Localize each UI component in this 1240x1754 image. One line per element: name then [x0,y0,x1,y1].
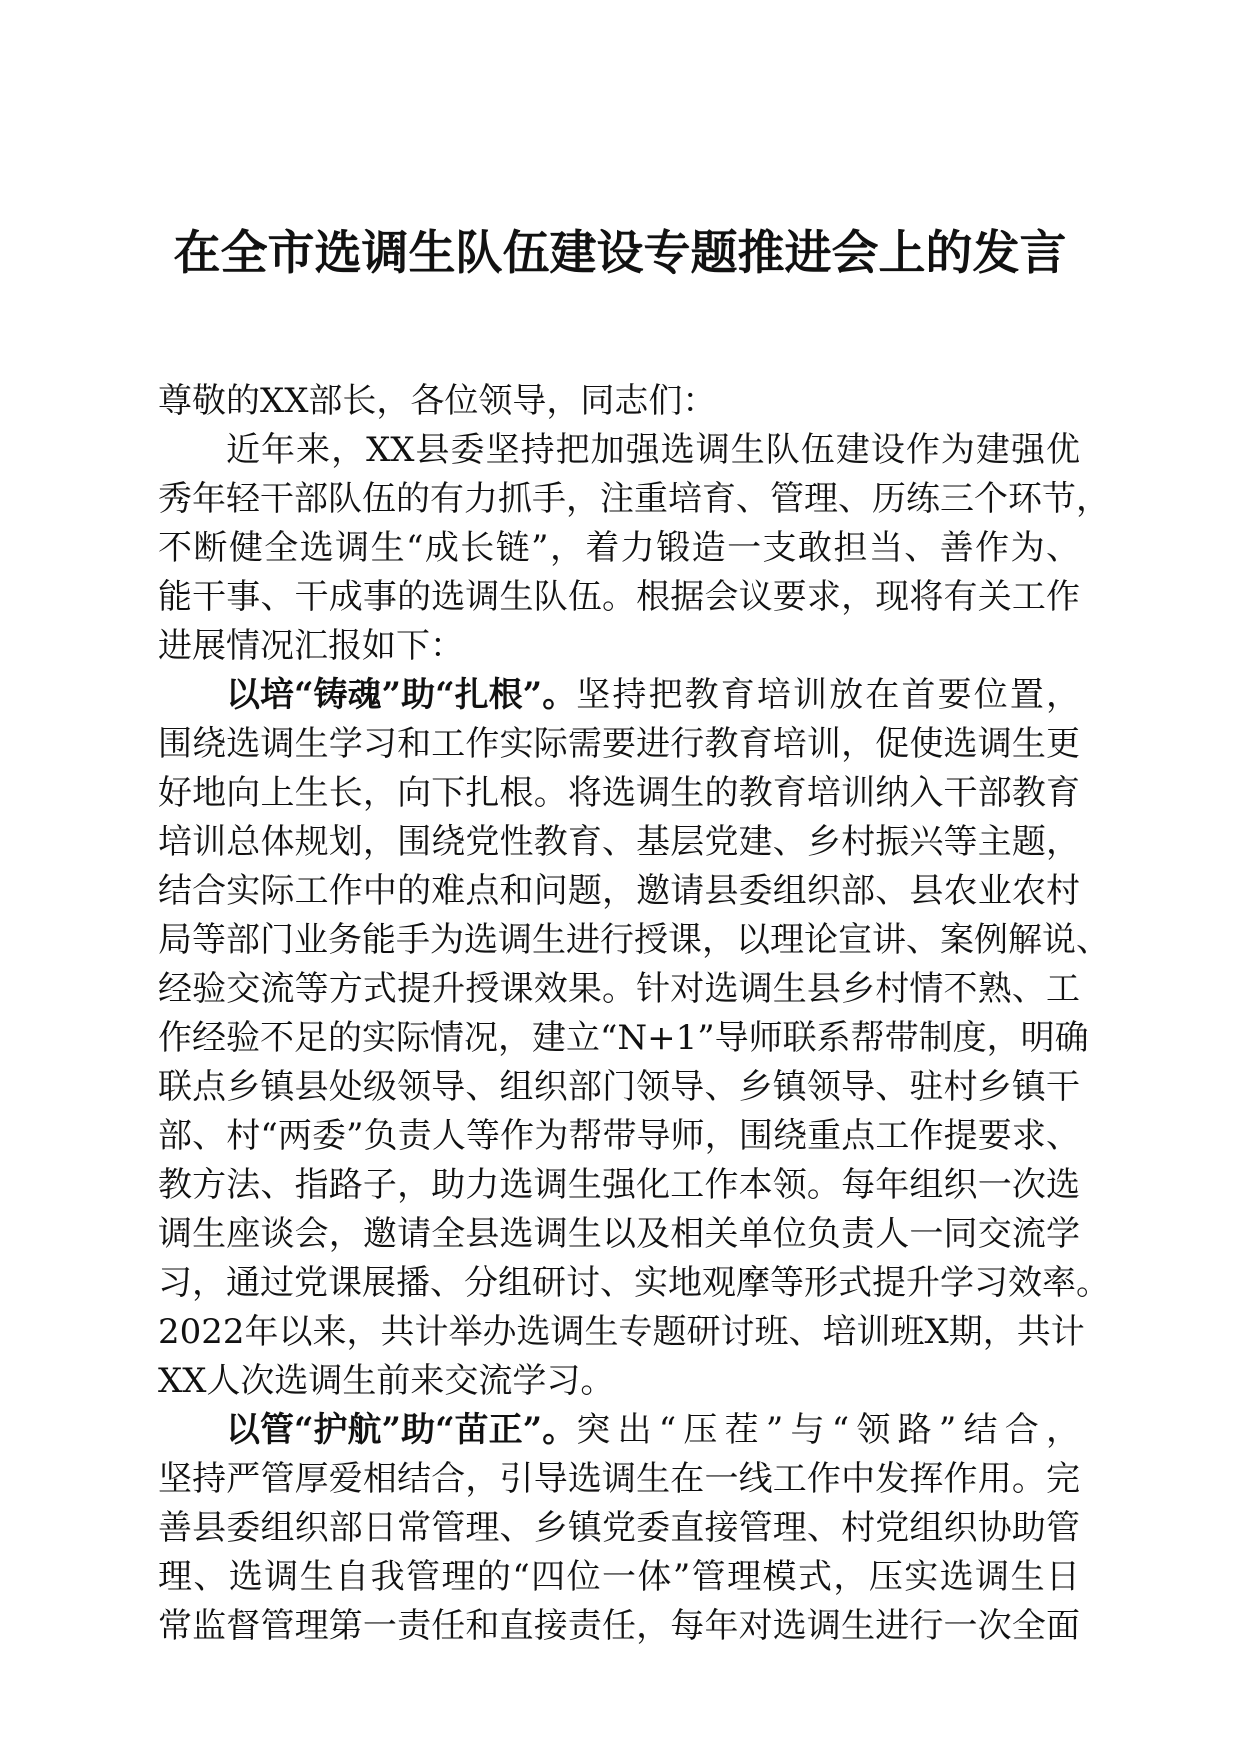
section-1-line-8: 作经验不足的实际情况，建立“N+1”导师联系帮带制度，明确 [158,1018,1089,1058]
section-1-line-12: 调生座谈会，邀请全县选调生以及相关单位负责人一同交流学 [158,1214,1080,1254]
section-2-heading: 以管“护航”助“苗正”。 [226,1410,577,1450]
section-1-line-1: 坚持把教育培训放在首要位置， [576,675,1080,715]
section-2-first-line [226,1408,1080,1452]
intro-line-5: 进展情况汇报如下： [158,626,464,666]
section-1-line-11: 教方法、指路子，助力选调生强化工作本领。每年组织一次选 [158,1165,1080,1205]
section-1-line-15: XX人次选调生前来交流学习。 [158,1361,615,1401]
document-title: 在全市选调生队伍建设专题推进会上的发言 [173,226,1067,281]
section-2-line-5: 常监督管理第一责任和直接责任，每年对选调生进行一次全面 [158,1606,1080,1646]
section-2-line-3: 善县委组织部日常管理、乡镇党委直接管理、村党组织协助管 [158,1508,1080,1548]
intro-line-2: 秀年轻干部队伍的有力抓手，注重培育、管理、历练三个环节， [158,479,1110,519]
section-1-line-10: 部、村“两委”负责人等作为帮带导师，围绕重点工作提要求、 [158,1116,1080,1156]
section-1-line-14: 2022年以来，共计举办选调生专题研讨班、培训班X期，共计 [158,1312,1085,1352]
section-1-line-4: 培训总体规划，围绕党性教育、基层党建、乡村振兴等主题， [158,822,1080,862]
section-1-line-2: 围绕选调生学习和工作实际需要进行教育培训，促使选调生更 [158,724,1080,764]
section-2-line-4: 理、选调生自我管理的“四位一体”管理模式，压实选调生日 [158,1557,1080,1597]
salutation-line: 尊敬的XX部长，各位领导，同志们： [158,381,717,421]
intro-line-4: 能干事、干成事的选调生队伍。根据会议要求，现将有关工作 [158,577,1080,617]
section-2-line-2: 坚持严管厚爱相结合，引导选调生在一线工作中发挥作用。完 [158,1459,1080,1499]
section-1-line-13: 习，通过党课展播、分组研讨、实地观摩等形式提升学习效率。 [158,1263,1110,1303]
section-1-line-6: 局等部门业务能手为选调生进行授课，以理论宣讲、案例解说、 [158,920,1110,960]
section-1-line-9: 联点乡镇县处级领导、组织部门领导、乡镇领导、驻村乡镇干 [158,1067,1080,1107]
section-2-line-1: 突出“压茬”与“领路”结合， [576,1410,1080,1450]
intro-line-3: 不断健全选调生“成长链”，着力锻造一支敢担当、善作为、 [158,528,1080,568]
section-1-line-7: 经验交流等方式提升授课效果。针对选调生县乡村情不熟、工 [158,969,1080,1009]
section-1-heading: 以培“铸魂”助“扎根”。 [226,675,577,715]
section-1-line-5: 结合实际工作中的难点和问题，邀请县委组织部、县农业农村 [158,871,1080,911]
intro-line-1: 近年来，XX县委坚持把加强选调生队伍建设作为建强优 [226,430,1080,470]
section-1-line-3: 好地向上生长，向下扎根。将选调生的教育培训纳入干部教育 [158,773,1080,813]
section-1-first-line [226,673,1080,717]
